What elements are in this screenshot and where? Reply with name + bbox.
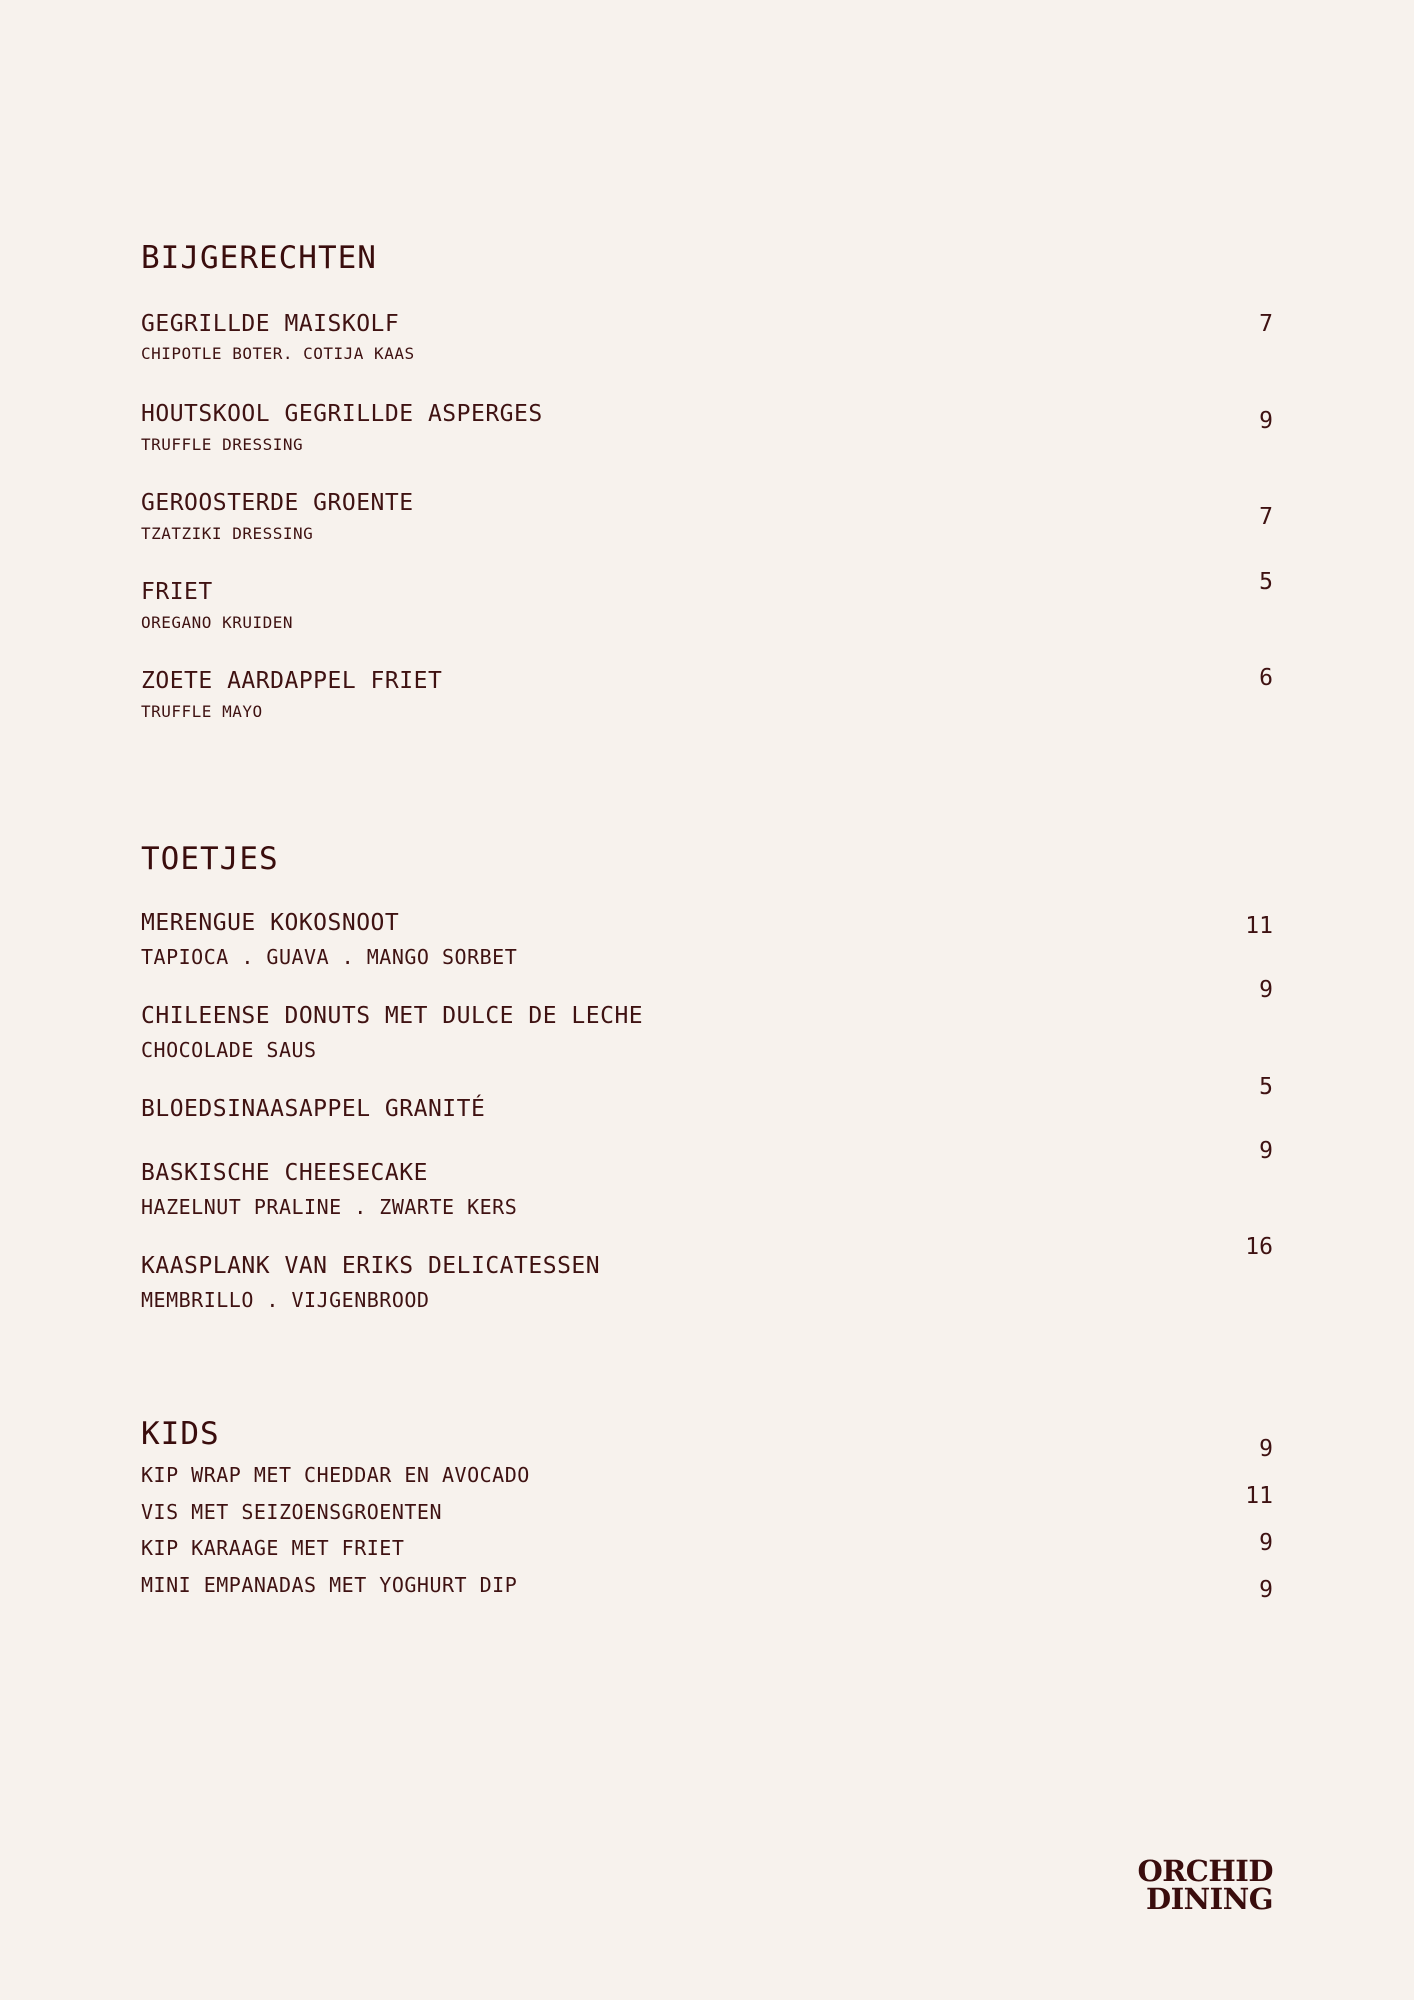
item-description: TRUFFLE MAYO [141,702,263,721]
item-description: CHIPOTLE BOTER. COTIJA KAAS [141,344,415,363]
section-title-bijgerechten: BIJGERECHTEN [141,240,377,276]
item-name: KIP KARAAGE MET FRIET [141,1536,405,1560]
item-price: 9 [1259,1138,1273,1164]
item-price: 5 [1259,1074,1273,1100]
item-name: GEGRILLDE MAISKOLF [141,311,400,337]
item-description: TRUFFLE DRESSING [141,435,304,454]
logo-line-1: ORCHID [1137,1854,1273,1888]
item-name: BLOEDSINAASAPPEL GRANITÉ [141,1096,486,1122]
item-description: CHOCOLADE SAUS [141,1038,317,1062]
item-price: 9 [1259,1436,1273,1462]
item-name: KAASPLANK VAN ERIKS DELICATESSEN [141,1253,601,1279]
item-price: 16 [1245,1234,1273,1260]
item-description: MEMBRILLO . VIJGENBROOD [141,1288,430,1312]
item-price: 11 [1245,1483,1273,1509]
item-price: 9 [1259,408,1273,434]
item-name: VIS MET SEIZOENSGROENTEN [141,1500,442,1524]
logo-line-2: DINING [1145,1882,1273,1916]
item-name: KIP WRAP MET CHEDDAR EN AVOCADO [141,1463,530,1487]
item-name: MERENGUE KOKOSNOOT [141,910,400,936]
item-name: MINI EMPANADAS MET YOGHURT DIP [141,1573,518,1597]
item-name: FRIET [141,579,213,605]
item-price: 9 [1259,1577,1273,1603]
item-description: TAPIOCA . GUAVA . MANGO SORBET [141,945,518,969]
item-price: 9 [1259,977,1273,1003]
item-price: 11 [1245,913,1273,939]
item-price: 9 [1259,1530,1273,1556]
item-price: 6 [1259,665,1273,691]
item-description: HAZELNUT PRALINE . ZWARTE KERS [141,1195,518,1219]
item-name: HOUTSKOOL GEGRILLDE ASPERGES [141,401,543,427]
section-title-toetjes: TOETJES [141,841,279,877]
item-price: 7 [1259,504,1273,530]
item-name: CHILEENSE DONUTS MET DULCE DE LECHE [141,1003,644,1029]
item-name: GEROOSTERDE GROENTE [141,490,414,516]
section-title-kids: KIDS [141,1416,220,1452]
item-price: 7 [1259,311,1273,337]
item-name: ZOETE AARDAPPEL FRIET [141,668,443,694]
item-name: BASKISCHE CHEESECAKE [141,1160,428,1186]
item-description: TZATZIKI DRESSING [141,524,314,543]
item-price: 5 [1259,569,1273,595]
item-description: OREGANO KRUIDEN [141,613,293,632]
brand-logo [1137,1854,1273,1916]
